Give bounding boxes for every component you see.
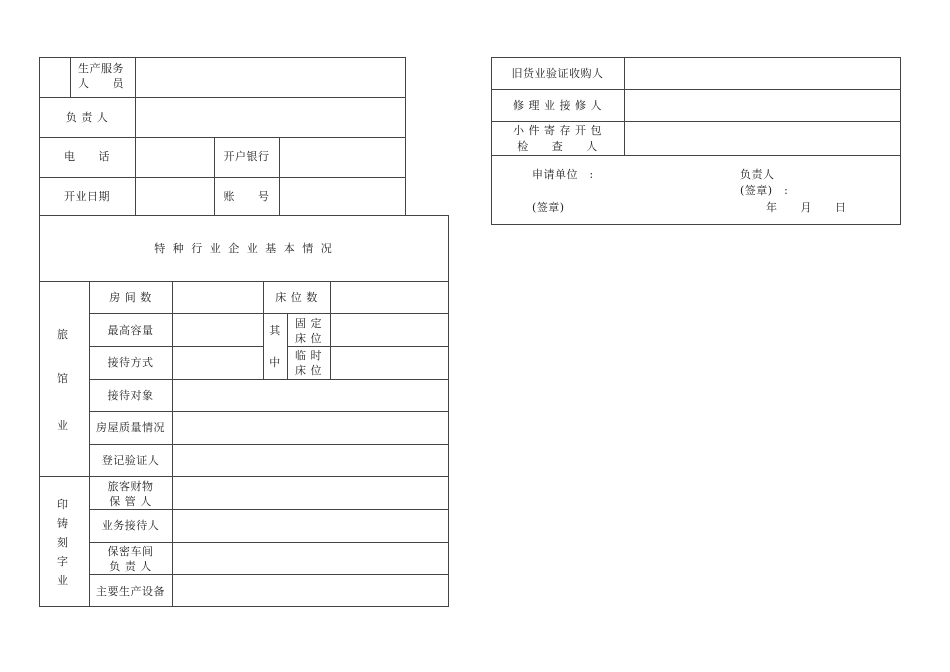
rule xyxy=(39,97,406,98)
rule xyxy=(89,444,449,445)
repair-label: 修 理 业 接 修 人 xyxy=(513,99,602,112)
workshop-head-label-1: 保密车间 xyxy=(107,545,154,558)
used-goods-label: 旧货业验证收购人 xyxy=(511,67,604,80)
account-label: 账 号 xyxy=(223,190,270,203)
rule xyxy=(39,215,40,607)
temp-beds-label-2: 床 位 xyxy=(295,364,322,377)
rule xyxy=(135,57,136,215)
rule xyxy=(624,57,625,155)
printing-section-char-2: 铸 xyxy=(57,517,69,530)
rooms-label: 房 间 数 xyxy=(109,291,152,304)
responsible-seal-label: (签章) : xyxy=(740,184,789,197)
main-equipment-label: 主要生产设备 xyxy=(96,585,165,598)
fixed-beds-label-1: 固 定 xyxy=(295,317,322,330)
rule xyxy=(70,57,71,97)
hotel-section-char-2: 馆 xyxy=(57,372,69,385)
rule xyxy=(491,155,901,156)
applicant-unit-label: 申请单位 : xyxy=(532,168,594,181)
among-char-1: 其 xyxy=(269,324,281,337)
rule xyxy=(39,476,449,477)
hotel-section-char-3: 业 xyxy=(57,419,69,432)
responsible-person-label: 负责人 xyxy=(740,168,775,181)
small-items-label-2: 检 查 人 xyxy=(517,140,598,153)
rule xyxy=(491,121,901,122)
rule xyxy=(491,57,901,58)
reception-target-label: 接待对象 xyxy=(107,389,154,402)
open-date-label: 开业日期 xyxy=(64,190,110,203)
printing-section-char-4: 字 xyxy=(57,555,69,568)
rule xyxy=(172,281,173,607)
reception-method-label: 接待方式 xyxy=(107,356,154,369)
max-capacity-label: 最高容量 xyxy=(107,324,154,337)
rule xyxy=(39,215,449,216)
rule xyxy=(491,89,901,90)
beds-label: 床 位 数 xyxy=(275,291,318,304)
responsible-label: 负 责 人 xyxy=(65,111,109,124)
hotel-section-char-1: 旅 xyxy=(57,328,69,341)
basic-info-title: 特 种 行 业 企 业 基 本 情 况 xyxy=(154,242,334,255)
rule xyxy=(39,137,406,138)
temp-beds-label-1: 临 时 xyxy=(295,349,322,362)
luggage-keeper-label-1: 旅客财物 xyxy=(107,480,154,493)
rule xyxy=(89,509,449,510)
rule xyxy=(89,313,449,314)
workshop-head-label-2: 负 责 人 xyxy=(109,560,152,573)
rule xyxy=(900,57,901,225)
service-staff-label-1: 生产服务 xyxy=(78,62,124,75)
rule xyxy=(39,281,449,282)
printing-section-char-5: 业 xyxy=(57,574,69,587)
small-items-label-1: 小 件 寄 存 开 包 xyxy=(513,124,602,137)
rule xyxy=(491,224,901,225)
rule xyxy=(287,346,449,347)
luggage-keeper-label-2: 保 管 人 xyxy=(109,495,152,508)
registration-verifier-label: 登记验证人 xyxy=(101,454,160,467)
rule xyxy=(330,281,331,379)
bank-label: 开户银行 xyxy=(223,150,270,163)
rule xyxy=(448,215,449,607)
housing-quality-label: 房屋质量情况 xyxy=(96,421,165,434)
rule xyxy=(89,574,449,575)
rule xyxy=(39,57,406,58)
rule xyxy=(89,379,449,380)
rule xyxy=(279,137,280,215)
date-label: 年 月 日 xyxy=(766,201,847,214)
rule xyxy=(405,57,406,215)
business-receiver-label: 业务接待人 xyxy=(101,519,160,532)
service-staff-label-2: 人 员 xyxy=(78,77,124,90)
printing-section-char-1: 印 xyxy=(57,498,69,511)
among-char-2: 中 xyxy=(269,356,281,369)
applicant-seal-label: (签章) xyxy=(532,201,565,214)
printing-section-char-3: 刻 xyxy=(57,536,69,549)
rule xyxy=(39,606,449,607)
rule xyxy=(89,411,449,412)
rule xyxy=(89,346,263,347)
rule xyxy=(89,542,449,543)
phone-label: 电 话 xyxy=(64,150,110,163)
fixed-beds-label-2: 床 位 xyxy=(295,332,322,345)
rule xyxy=(39,177,406,178)
